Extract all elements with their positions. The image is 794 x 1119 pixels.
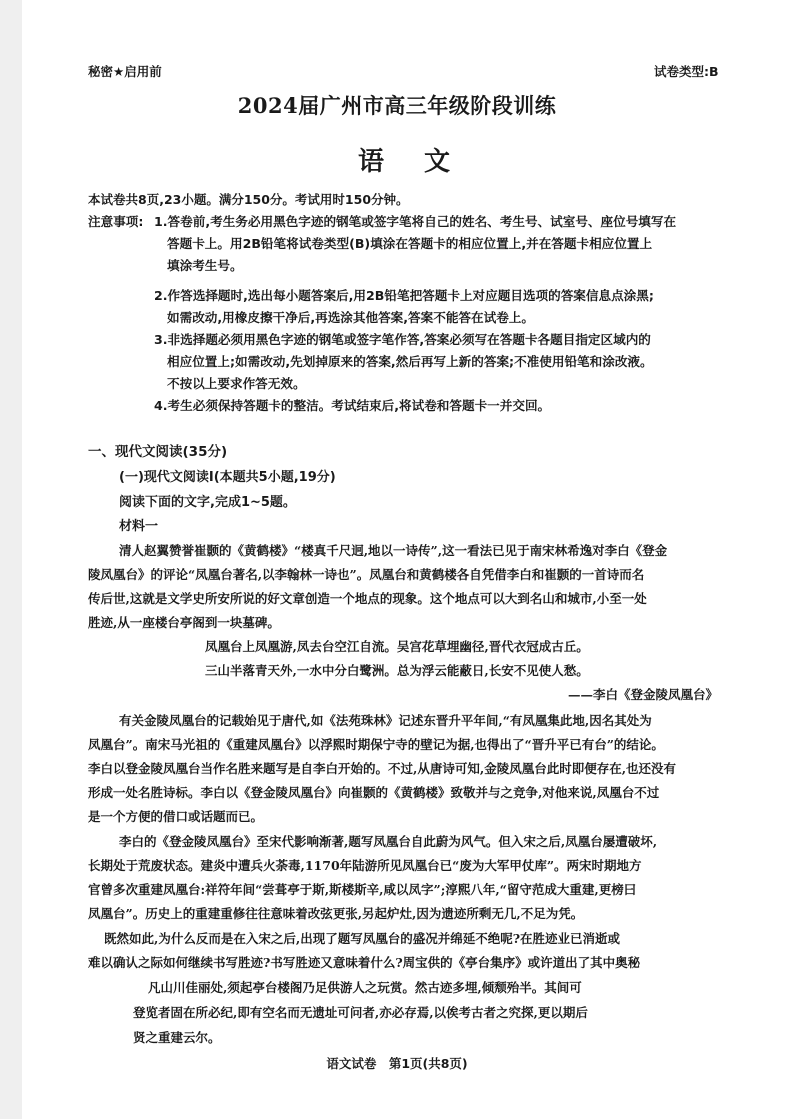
- passage-line: 凤凰台”。历史上的重建重修往往意味着改弦更张,另起炉灶,因为遗迹所剩无几,不足为凭。: [88, 906, 584, 921]
- notice-list: [154, 211, 676, 417]
- poem-source: ——李白《登金陵凤凰台》: [568, 687, 719, 702]
- notice-line: 3.非选择题必须用黑色字迹的钢笔或签字笔作答,答案必须写在答题卡各题目指定区域内的: [154, 332, 651, 347]
- reading-instruction: 阅读下面的文字,完成1~5题。: [119, 495, 296, 510]
- quote-line: 登览者固在所必纪,即有空名而无遗址可问者,亦必存焉,以俟考古者之究探,更以期后: [133, 1005, 588, 1020]
- paper-type-label: 试卷类型:B: [654, 64, 719, 79]
- sub-section-heading: (一)现代文阅读Ⅰ(本题共5小题,19分): [119, 470, 336, 485]
- passage-line: 李白以登金陵凤凰台当作名胜来题写是自李白开始的。不过,从唐诗可知,金陵凤凰台此时即便存在,也还没有: [88, 761, 677, 776]
- poem-line: 凤凰台上凤凰游,凤去台空江自流。吴宫花草埋幽径,晋代衣冠成古丘。: [205, 639, 589, 654]
- passage-line: 清人赵翼赞誉崔颢的《黄鹤楼》“楼真千尺迥,地以一诗传”,这一看法已见于南宋林希逸对李白《登金: [119, 543, 668, 558]
- notice-line: 相应位置上;如需改动,先划掉原来的答案,然后再写上新的答案;不准使用铅笔和涂改液。: [167, 354, 653, 369]
- poem-line: 三山半落青天外,一水中分白鹭洲。总为浮云能蔽日,长安不见使人愁。: [205, 663, 589, 678]
- passage-line: 凤凰台”。南宋马光祖的《重建凤凰台》以浮熙时期保宁寺的壁记为据,也得出了“晋升平已有台”的结论。: [88, 737, 664, 752]
- passage-line: 是一个方便的借口或话题而已。: [88, 809, 264, 824]
- confidential-label: 秘密★启用前: [88, 64, 162, 79]
- passage-line: 官曾多次重建凤凰台:祥符年间“尝葺亭于斯,斯楼斯辛,咸以凤字”;淳熙八年,“留守范成大重建,更榜曰: [88, 882, 637, 897]
- exam-title: 2024届广州市高三年级阶段训练: [237, 93, 557, 118]
- notice-line: 答题卡上。用2B铅笔将试卷类型(B)填涂在答题卡的相应位置上,并在答题卡相应位置上: [167, 236, 653, 251]
- passage-line: 胜迹,从一座楼台亭阁到一块墓碑。: [88, 615, 280, 630]
- notice-line: 2.作答选择题时,选出每小题答案后,用2B铅笔把答题卡上对应题目选项的答案信息点涂黑;: [154, 288, 654, 303]
- notice-line: 4.考生必须保持答题卡的整洁。考试结束后,将试卷和答题卡一并交回。: [154, 398, 551, 413]
- section-heading: 一、现代文阅读(35分): [88, 444, 228, 460]
- notice-line: 1.答卷前,考生务必用黑色字迹的钢笔或签字笔将自己的姓名、考生号、试室号、座位号填写在: [154, 214, 677, 229]
- page-footer: 语文试卷 第1页(共8页): [326, 1056, 468, 1071]
- material-label: 材料一: [119, 519, 159, 534]
- notice-label: 注意事项:: [88, 214, 144, 229]
- subject-title: 语文: [358, 147, 491, 177]
- notice-line: 不按以上要求作答无效。: [167, 376, 306, 391]
- passage-line: 传后世,这就是文学史所安所说的好文章创造一个地点的现象。这个地点可以大到名山和城市,小至一处: [88, 591, 647, 606]
- passage-line: 有关金陵凤凰台的记载始见于唐代,如《法苑珠林》记述东晋升平年间,“有凤凰集此地,因名其处为: [119, 713, 652, 728]
- passage-line: 形成一处名胜诗标。李白以《登金陵凤凰台》向崔颢的《黄鹤楼》致敬并与之竞争,对他来说,凤凰台不过: [88, 785, 660, 800]
- exam-info: 本试卷共8页,23小题。满分150分。考试用时150分钟。: [88, 192, 409, 207]
- notice-line: 填涂考生号。: [167, 258, 243, 273]
- quote-line: 凡山川佳丽处,须起亭台楼阁乃足供游人之玩赏。然古迹多埋,倾颓殆半。其间可: [148, 980, 582, 995]
- notice-line: 如需改动,用橡皮擦干净后,再选涂其他答案,答案不能答在试卷上。: [167, 310, 534, 325]
- passage-line: 陵凤凰台》的评论“凤凰台著名,以李翰林一诗也”。凤凰台和黄鹤楼各自凭借李白和崔颢的一首诗而名: [88, 567, 645, 582]
- quote-line: 贤之重建云尔。: [133, 1030, 221, 1045]
- passage-line: 既然如此,为什么反而是在入宋之后,出现了题写凤凰台的盛况并绵延不绝呢?在胜迹业已消逝或: [104, 931, 621, 946]
- passage-line: 李白的《登金陵凤凰台》至宋代影响渐著,题写凤凰台自此蔚为风气。但入宋之后,凤凰台屡遭破坏,: [119, 834, 658, 849]
- passage-line: 长期处于荒废状态。建炎中遭兵火荼毒,1170年陆游所见凤凰台已“废为大军甲仗库”。两宋时期地方: [88, 858, 642, 873]
- passage-line: 难以确认之际如何继续书写胜迹?书写胜迹又意味着什么?周宝供的《亭台集序》或许道出了其中奥秘: [88, 955, 641, 970]
